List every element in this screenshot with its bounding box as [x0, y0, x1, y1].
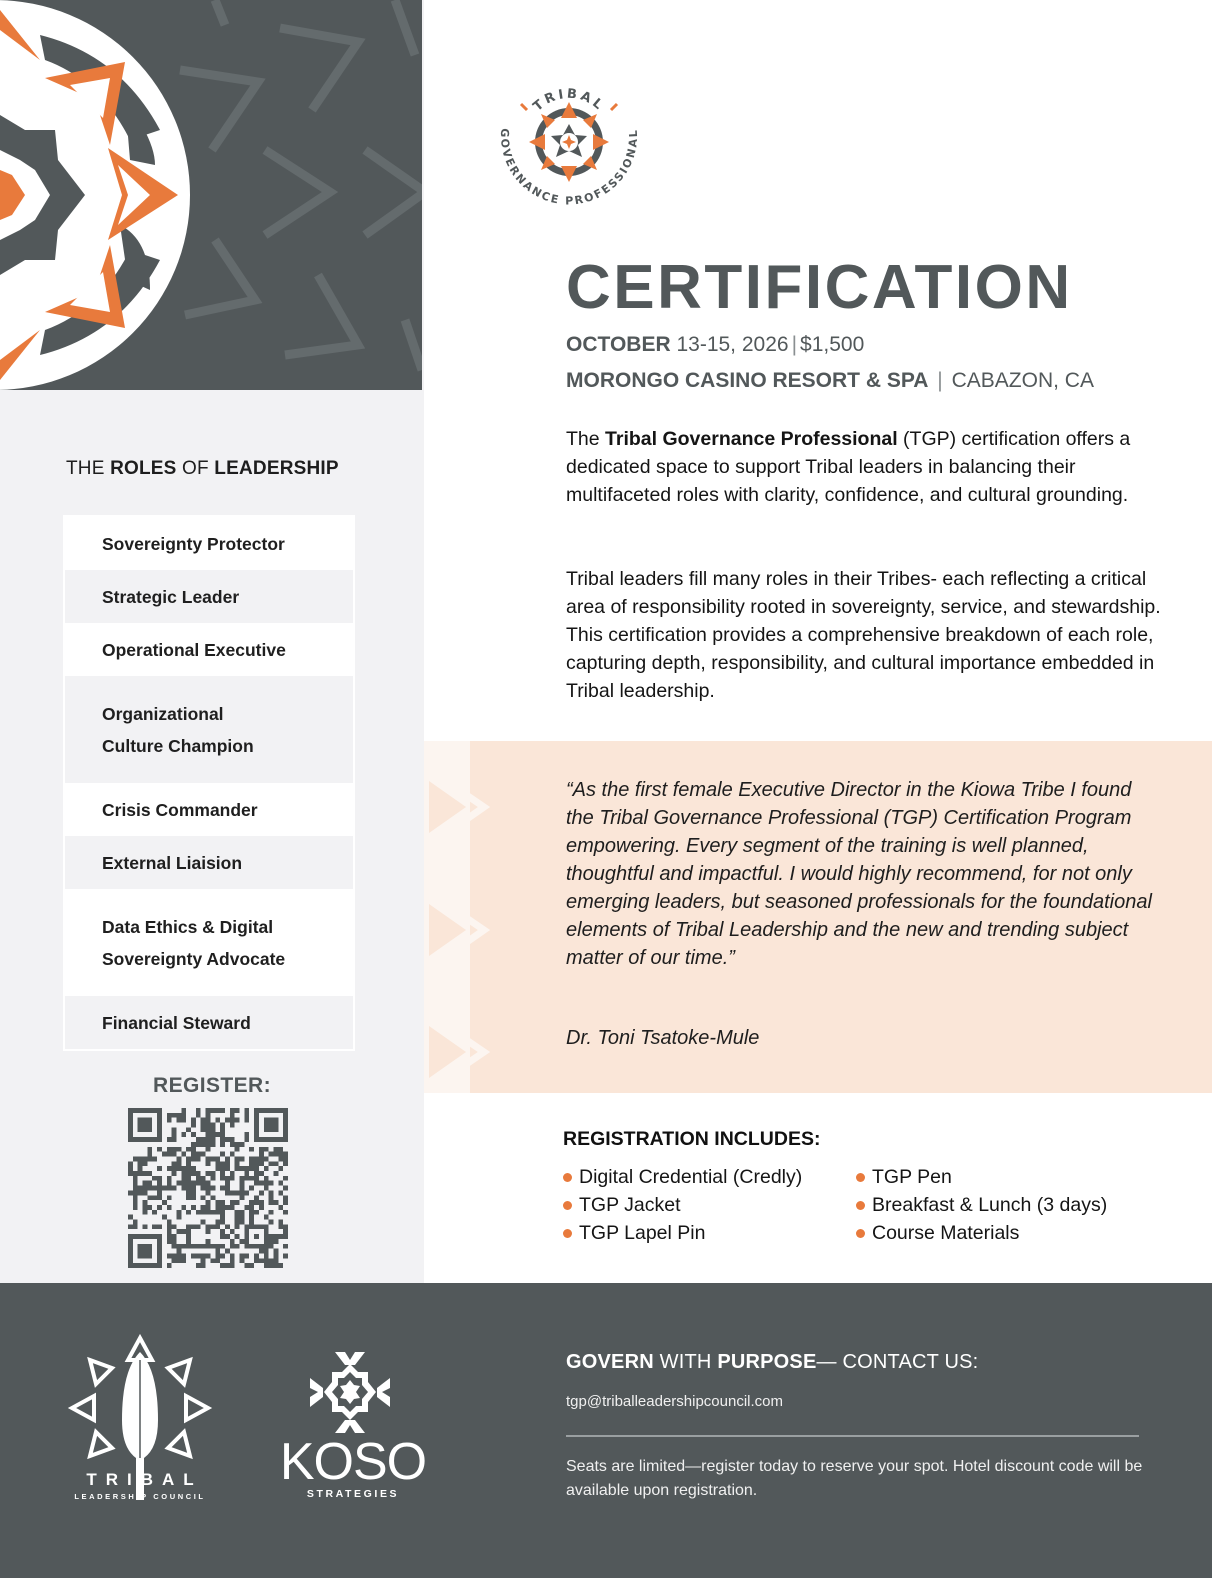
includes-item: Digital Credential (Credly): [563, 1163, 802, 1191]
contact-heading: GOVERN WITH PURPOSE— CONTACT US:: [566, 1351, 979, 1373]
includes-list-1: [563, 1163, 802, 1247]
footer-divider: [566, 1435, 1139, 1437]
contact-email-link[interactable]: tgp@triballeadershipcouncil.com: [566, 1393, 784, 1410]
tlc-name: TRIBAL: [86, 1470, 203, 1489]
intro-paragraph: The Tribal Governance Professional (TGP) certification offers a dedicated space to support Tribal leaders in balancing their multifaceted roles with clarity, confidence, and cultural grounding.: [566, 428, 1131, 506]
star-medallion-icon: [0, 0, 422, 390]
register-label: REGISTER:: [153, 1074, 271, 1097]
role-item: Data Ethics & Digital Sovereignty Advocate: [102, 916, 286, 969]
role-item: Financial Steward: [65, 996, 353, 1049]
bullet-icon: [856, 1201, 865, 1210]
bullet-icon: [563, 1173, 572, 1182]
page-title: CERTIFICATION: [566, 253, 1073, 322]
koso-strategies-logo: [305, 1350, 395, 1435]
koso-name: KOSO: [279, 1433, 427, 1491]
testimonial-author: Dr. Toni Tsatoke-Mule: [566, 1027, 760, 1049]
left-column: [0, 0, 424, 1283]
koso-subtitle: STRATEGIES: [306, 1488, 400, 1500]
includes-item: Breakfast & Lunch (3 days): [856, 1191, 1107, 1219]
roles-paragraph: Tribal leaders fill many roles in their Tribes- each reflecting a critical area of responsibility rooted in sovereignty, service, and stewardship. This certification provides a comprehensive breakdown of each role, capturing depth, responsibility, and cultural importance embedded in Tribal leadership.: [566, 568, 1161, 702]
includes-item: Course Materials: [856, 1219, 1107, 1247]
event-venue: MORONGO CASINO RESORT & SPA | CABAZON, CA: [566, 369, 1094, 392]
tgp-logo-top-text: TRIBAL: [530, 86, 608, 115]
roles-list: [63, 515, 355, 1051]
includes-heading: REGISTRATION INCLUDES:: [563, 1128, 821, 1150]
bullet-icon: [856, 1229, 865, 1238]
tlc-subtitle: LEADERSHIP COUNCIL: [74, 1492, 206, 1501]
role-item: Strategic Leader: [65, 570, 353, 623]
tgp-logo-ring-text: GOVERNANCE PROFESSIONAL: [497, 127, 641, 208]
bullet-icon: [563, 1201, 572, 1210]
event-date-price: OCTOBER 13-15, 2026 | $1,500: [566, 333, 865, 356]
arrow-pattern-icon: [424, 741, 494, 1093]
bullet-icon: [856, 1173, 865, 1182]
tgp-logo: [489, 60, 649, 220]
qr-code-icon[interactable]: [128, 1108, 288, 1268]
bullet-icon: [563, 1229, 572, 1238]
includes-item: TGP Jacket: [563, 1191, 802, 1219]
hero-pattern-image: [0, 0, 422, 390]
footer-note: Seats are limited—register today to reserve your spot. Hotel discount code will be available upon registration.: [566, 1458, 1143, 1499]
roles-heading: THE ROLES OF LEADERSHIP: [66, 458, 339, 479]
includes-item: TGP Lapel Pin: [563, 1219, 802, 1247]
role-item: Operational Executive: [102, 639, 286, 660]
role-item: Sovereignty Protector: [102, 533, 285, 554]
role-item: Crisis Commander: [102, 799, 258, 820]
role-item: External Liaision: [65, 836, 353, 889]
testimonial-quote: “As the first female Executive Director in the Kiowa Tribe I found the Tribal Governance Professional (TGP) Certification Program empowering. Every segment of the training is well planned, thoughtful and impactful. I would highly recommend, for not only emerging leaders, but seasoned professionals for the foundational elements of Tribal Leadership and the new and trending subject matter of our time.”: [566, 779, 1152, 969]
includes-list-2: [856, 1163, 1107, 1247]
role-item: Organizational Culture Champion: [65, 676, 353, 783]
includes-item: TGP Pen: [856, 1163, 1107, 1191]
